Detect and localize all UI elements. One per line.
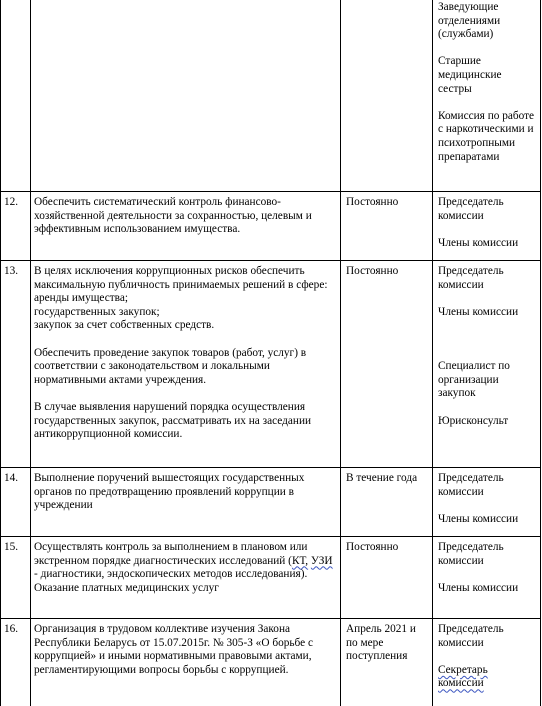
responsible-cell xyxy=(438,541,538,595)
responsible-text: Председатель комиссии xyxy=(438,541,504,567)
responsible-text: Председатель комиссии xyxy=(438,196,504,222)
responsible-cell xyxy=(438,1,538,164)
table-row xyxy=(0,0,541,191)
table-row xyxy=(0,191,541,260)
term-cell: В течение года xyxy=(346,472,418,484)
measure-text xyxy=(34,541,336,595)
measure-text: Обеспечить систематический контроль финансово-хозяйственной деятельности за сохранностью, целевым и эффективным использованием имущества. xyxy=(34,196,312,236)
table-row xyxy=(0,618,541,706)
spellcheck-mark: УЗИ xyxy=(310,554,333,567)
responsible-text: Члены комиссии xyxy=(438,581,519,594)
responsible-text: Комиссия по работе с наркотическими и психотропными препаратами xyxy=(438,109,535,163)
responsible-text: Члены комиссии xyxy=(438,236,519,249)
measure-text-part: Осуществлять контроль за выполнением в плановом или экстренном порядке диагностических исследований ( xyxy=(34,541,308,567)
responsible-cell xyxy=(438,623,538,691)
table-row xyxy=(0,536,541,618)
responsible-text: Заведующие отделениями (службами) xyxy=(438,1,501,41)
row-number: 14. xyxy=(4,472,19,484)
spellcheck-mark: Секретарь xyxy=(438,663,488,676)
row-number: 12. xyxy=(4,196,19,208)
responsible-cell xyxy=(438,265,538,428)
responsible-text: Члены комиссии xyxy=(438,305,519,318)
table-row xyxy=(0,260,541,467)
measure-text: Выполнение поручений вышестоящих государственных органов по предотвращению проявлений коррупции в учреждении xyxy=(34,472,305,512)
responsible-text: Председатель комиссии xyxy=(438,472,504,498)
term-cell: Постоянно xyxy=(346,196,399,208)
responsible-text: Председатель комиссии xyxy=(438,623,504,649)
row-number: 15. xyxy=(4,541,19,553)
table-row xyxy=(0,467,541,536)
measure-text: В целях исключения коррупционных рисков обеспечить максимальную публичность принимаемых решений в сфере: аренды имущества; государственных закупок; закупок за счет собственных средств. xyxy=(34,265,328,332)
term-cell: Апрель 2021 и по мере поступления xyxy=(346,623,416,663)
measure-cell xyxy=(34,472,336,513)
responsible-text: Члены комиссии xyxy=(438,512,519,525)
spellcheck-mark: КТ, xyxy=(291,554,309,567)
responsible-text xyxy=(438,664,538,691)
measure-cell xyxy=(34,196,336,237)
row-number: 13. xyxy=(4,265,19,277)
responsible-cell xyxy=(438,196,538,250)
measure-cell xyxy=(34,541,336,595)
measure-text-part: - диагностики, эндоскопических методов исследования). Оказание платных медицинских услуг xyxy=(34,568,308,594)
responsible-cell xyxy=(438,472,538,526)
responsible-text: Председатель комиссии xyxy=(438,265,504,291)
spellcheck-mark: комиссии xyxy=(438,677,484,690)
measure-cell xyxy=(34,265,336,442)
term-cell: Постоянно xyxy=(346,265,399,277)
measure-cell xyxy=(34,623,336,677)
responsible-text: Старшие медицинские сестры xyxy=(438,55,502,95)
responsible-text: Специалист по организации закупок xyxy=(438,360,510,400)
responsible-text: Юрисконсульт xyxy=(438,414,509,427)
measure-text: В случае выявления нарушений порядка осуществления государственных закупок, рассматривать их на заседании антикоррупционной комиссии. xyxy=(34,400,312,441)
term-cell: Постоянно xyxy=(346,541,399,553)
measure-text: Организация в трудовом коллективе изучения Закона Республики Беларусь от 15.07.2015г. № 305-З «О борьбе с коррупцией» и иными нормативными правовыми актами, регламентирующими вопросы борьбы с коррупцией. xyxy=(34,623,313,676)
row-number: 16. xyxy=(4,623,19,635)
measure-text: Обеспечить проведение закупок товаров (работ, услуг) в соответствии с законодательством и локальными нормативными актами учреждения. xyxy=(34,346,307,386)
